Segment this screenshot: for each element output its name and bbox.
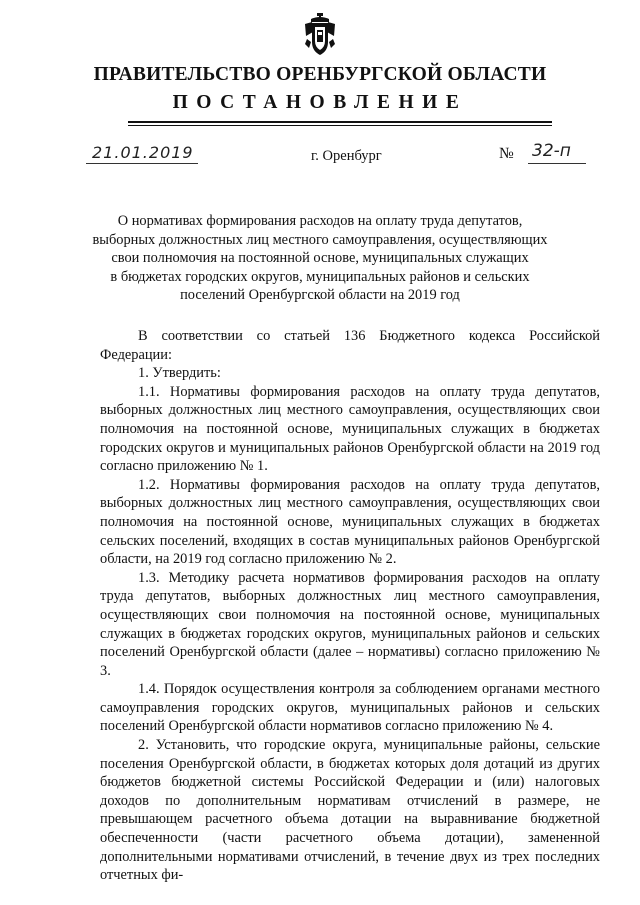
document-date: 21.01.2019 [92,143,194,162]
clause-1-3: 1.3. Методику расчета нормативов формирования расходов на оплату труда депутатов, выборных должностных лиц местного самоуправления, осуществляющих свои полномочия на постоянной основе, муниципальных служащих в бюджетах городских округов, муниципальных районов и сельских поселений Оренбургской области (далее – нормативы) согласно приложению № 3. [100,569,600,679]
clause-1: 1. Утвердить: [138,365,221,382]
coat-of-arms-emblem [303,12,337,58]
subject-line: поселений Оренбургской области на 2019 год [180,287,460,303]
number-underline [528,163,586,164]
document-body [100,327,600,885]
show-through-text [96,891,616,905]
number-label: № [499,145,514,162]
date-underline [86,163,198,164]
clause-2: 2. Установить, что городские округа, муниципальные районы, сельские поселения Оренбургской области, в бюджетах которых доля дотаций из других бюджетов бюджетной системы Российской Федерации и (или) налоговых доходов по дополнительным нормативам отчислений в размере, не превышающем расчетного объема дотации на выравнивание бюджетной обеспеченности (части расчетного объема дотации), замененной дополнительными нормативами отчислений, в течение двух из трех последних отчетных фи- [100,737,600,884]
subject-line: О нормативах формирования расходов на оплату труда депутатов, [117,213,523,229]
preamble-paragraph: В соответствии со статьей 136 Бюджетного кодекса Российской Федерации: [100,328,600,363]
header-rule-thin [128,125,552,126]
government-title: ПРАВИТЕЛЬСТВО ОРЕНБУРГСКОЙ ОБЛАСТИ [93,64,547,85]
subject-line: выборных должностных лиц местного самоуправления, осуществляющих [92,231,548,248]
document-subject [90,212,550,305]
clause-1-4: 1.4. Порядок осуществления контроля за соблюдением органами местного самоуправления городских округов, муниципальных районов и сельских поселений Оренбургской области нормативов согласно приложению № 4. [100,681,600,735]
subject-line: свои полномочия на постоянной основе, муниципальных служащих [111,250,529,266]
document-number: 32-п [532,141,571,161]
document-city: г. Оренбург [311,148,382,164]
header-rule-thick [128,121,552,123]
document-type: ПОСТАНОВЛЕНИЕ [172,92,468,113]
clause-1-1: 1.1. Нормативы формирования расходов на оплату труда депутатов, выборных должностных лиц местного самоуправления, осуществляющих свои полномочия на постоянной основе, муниципальных служащих в бюджетах городских округов и муниципальных районов Оренбургской области на 2019 год согласно приложению № 1. [100,383,600,475]
subject-line: в бюджетах городских округов, муниципальных районов и сельских [110,268,530,285]
clause-1-2: 1.2. Нормативы формирования расходов на оплату труда депутатов, выборных должностных лиц местного самоуправления, осуществляющих свои полномочия на постоянной основе, муниципальных служащих в бюджетах сельских поселений, входящих в состав муниципальных районов Оренбургской области, на 2019 год согласно приложению № 2. [100,476,600,568]
